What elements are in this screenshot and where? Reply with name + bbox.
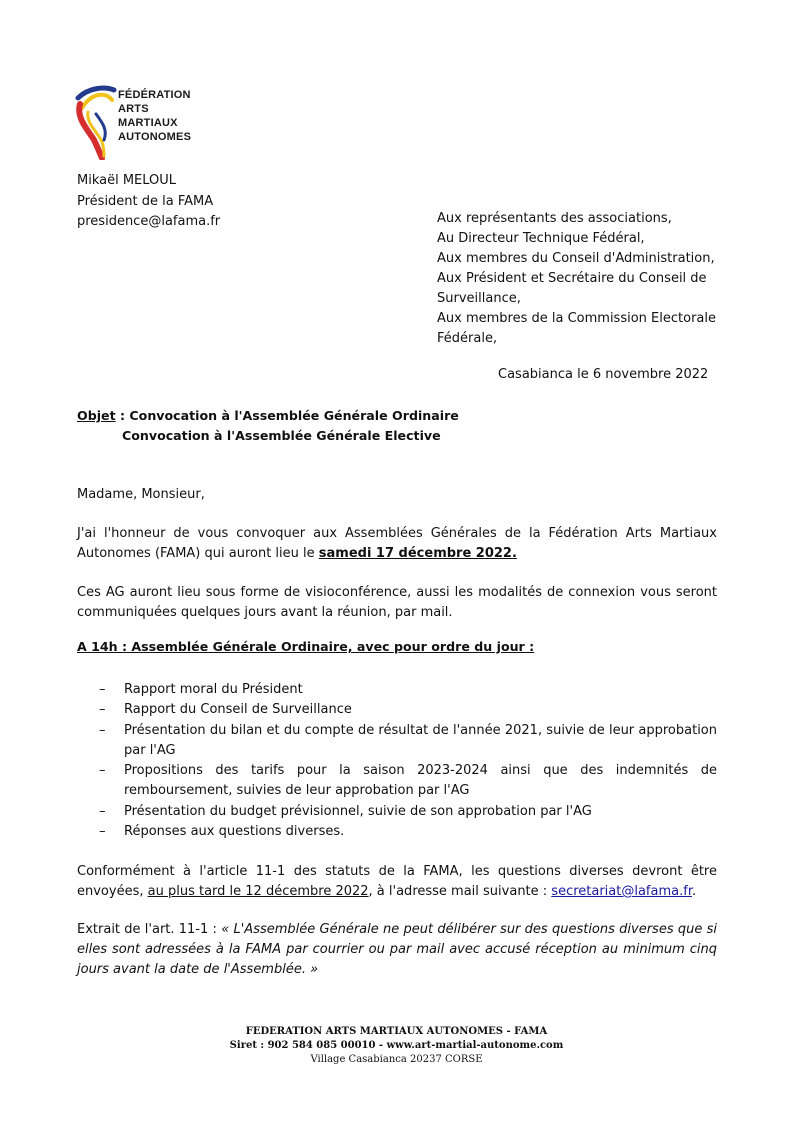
footer-org-name: FEDERATION ARTS MARTIAUX AUTONOMES - FAMA bbox=[245, 1026, 548, 1037]
visio-paragraph: Ces AG auront lieu sous forme de visioconférence, aussi les modalités de connexion vous seront communiquées quelques jours avant la réunion, par mail. bbox=[77, 585, 717, 620]
sender-block bbox=[77, 171, 220, 233]
subject-separator: : bbox=[115, 408, 130, 423]
list-item bbox=[99, 822, 717, 842]
meeting-date: samedi 17 décembre 2022. bbox=[318, 546, 517, 561]
recipient-line: Aux membres du Conseil d'Administration, bbox=[437, 251, 715, 266]
logo-line: AUTONOMES bbox=[118, 131, 192, 143]
list-item bbox=[99, 700, 717, 720]
list-item-text: Rapport moral du Président bbox=[124, 682, 303, 697]
subject-label: Objet bbox=[77, 408, 116, 423]
agenda-list bbox=[99, 680, 717, 842]
logo-line: FÉDÉRATION bbox=[118, 89, 191, 101]
dash-bullet: – bbox=[99, 682, 106, 697]
dash-bullet: – bbox=[99, 824, 106, 840]
deadline-text-2: , à l'adresse mail suivante : bbox=[368, 884, 552, 899]
intro-text: J'ai l'honneur de vous convoquer aux Assemblées Générales de la Fédération Arts Martiaux Autonomes (FAMA) qui auront lieu le bbox=[77, 526, 717, 561]
fama-logo-emblem bbox=[74, 78, 118, 160]
sender-name: Mikaël MELOUL bbox=[77, 173, 177, 188]
extract-paragraph bbox=[77, 920, 717, 980]
fama-logo bbox=[74, 78, 214, 158]
deadline-paragraph bbox=[77, 862, 717, 902]
list-item-text: Présentation du bilan et du compte de résultat de l'année 2021, suivie de leur approbation par l'AG bbox=[124, 722, 717, 758]
list-item bbox=[99, 721, 717, 762]
list-item-text: Propositions des tarifs pour la saison 2023-2024 ainsi que des indemnités de remboursement, suivies de leur approbation par l'AG bbox=[124, 763, 717, 799]
list-item bbox=[99, 802, 717, 822]
deadline-date: au plus tard le 12 décembre 2022 bbox=[147, 884, 369, 899]
dash-bullet: – bbox=[99, 722, 106, 738]
list-item-text: Présentation du budget prévisionnel, suivie de son approbation par l'AG bbox=[124, 803, 592, 819]
list-item-text: Rapport du Conseil de Surveillance bbox=[124, 702, 352, 718]
agenda-heading: A 14h : Assemblée Générale Ordinaire, avec pour ordre du jour : bbox=[77, 639, 535, 654]
deadline-text-1: Conformément à l'article 11-1 des statuts de la FAMA, les questions diverses devront être envoyées, bbox=[77, 864, 717, 899]
extract-label: Extrait de l'art. 11-1 : bbox=[77, 922, 222, 937]
dash-bullet: – bbox=[99, 803, 106, 819]
list-item bbox=[99, 680, 717, 700]
extract-quote: « L'Assemblée Générale ne peut délibérer sur des questions diverses que si elles sont adressées à la FAMA par courrier ou par mail avec accusé réception au minimum cinq jours avant la date de l'Assemblée. » bbox=[77, 922, 717, 977]
sender-role: Président de la FAMA bbox=[77, 193, 214, 209]
recipient-line: Au Directeur Technique Fédéral, bbox=[437, 231, 645, 246]
letter-date: Casabianca le 6 novembre 2022 bbox=[498, 367, 709, 382]
deadline-text-3: . bbox=[691, 884, 697, 899]
list-item bbox=[99, 761, 717, 802]
dash-bullet: – bbox=[99, 702, 106, 718]
recipient-line: Aux représentants des associations, bbox=[437, 211, 672, 226]
footer-address: Village Casabianca 20237 CORSE bbox=[310, 1054, 483, 1065]
secretariat-email-link[interactable]: secretariat@lafama.fr bbox=[551, 884, 692, 899]
logo-wordmark bbox=[118, 88, 191, 144]
subject-line-2: Convocation à l'Assemblée Générale Elective bbox=[122, 428, 441, 443]
list-item-text: Réponses aux questions diverses. bbox=[124, 824, 345, 840]
dash-bullet: – bbox=[99, 763, 106, 779]
recipient-line: Aux membres de la Commission Electorale Fédérale, bbox=[437, 311, 716, 346]
logo-line: ARTS bbox=[118, 103, 149, 115]
footer-siret: Siret : 902 584 085 00010 - www.art-martial-autonome.com bbox=[229, 1040, 564, 1051]
subject-line-1: Convocation à l'Assemblée Générale Ordinaire bbox=[129, 408, 459, 423]
sender-email: presidence@lafama.fr bbox=[77, 214, 221, 229]
page-footer bbox=[180, 1025, 613, 1067]
logo-line: MARTIAUX bbox=[118, 117, 178, 129]
recipients-block bbox=[437, 209, 727, 349]
recipient-line: Aux Président et Secrétaire du Conseil de Surveillance, bbox=[437, 271, 707, 306]
salutation: Madame, Monsieur, bbox=[77, 487, 205, 502]
intro-paragraph bbox=[77, 524, 717, 564]
subject-block bbox=[77, 406, 459, 446]
